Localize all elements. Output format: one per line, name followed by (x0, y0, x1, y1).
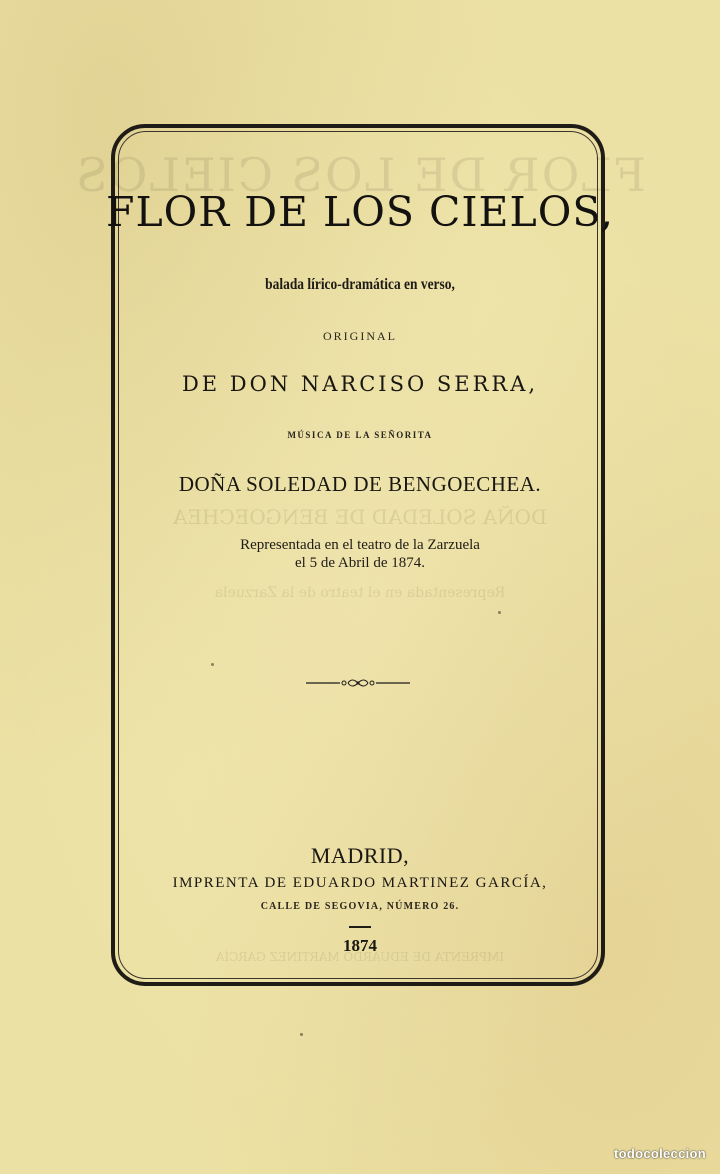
music-credit-label: MÚSICA DE LA SEÑORITA (287, 430, 433, 440)
watermark-text: todocoleccion (613, 1146, 706, 1161)
imprint-printer: IMPRENTA DE EDUARDO MARTINEZ GARCÍA, (172, 875, 548, 891)
imprint-address: CALLE DE SEGOVIA, NÚMERO 26. (260, 901, 460, 912)
paper-speck (498, 611, 501, 614)
paper-speck (300, 1033, 303, 1036)
imprint-year: 1874 (343, 936, 377, 955)
performance-date: el 5 de Abril de 1874. (295, 555, 425, 571)
book-subtitle: balada lírico-dramática en verso, (265, 276, 455, 293)
ornament-divider-icon (306, 674, 410, 692)
show-through-text: Representada en el teatro de la Zarzuela (214, 585, 506, 601)
imprint-rule (349, 926, 371, 928)
show-through-text: DOÑA SOLEDAD DE BENGOECHEA (172, 505, 548, 529)
original-label: ORIGINAL (323, 329, 397, 343)
show-through-title: FLOR DE LOS CIELOS (74, 148, 646, 202)
paper-speck (211, 663, 214, 666)
composer-line: DOÑA SOLEDAD DE BENGOECHEA. (178, 472, 542, 496)
book-title: FLOR DE LOS CIELOS, (106, 188, 614, 236)
author-line: DE DON NARCISO SERRA, (181, 372, 539, 396)
show-through-text: IMPRENTA DE EDUARDO MARTINEZ GARCÍA (215, 950, 505, 964)
imprint-city: MADRID, (310, 843, 410, 868)
performance-note: Representada en el teatro de la Zarzuela (240, 537, 480, 553)
